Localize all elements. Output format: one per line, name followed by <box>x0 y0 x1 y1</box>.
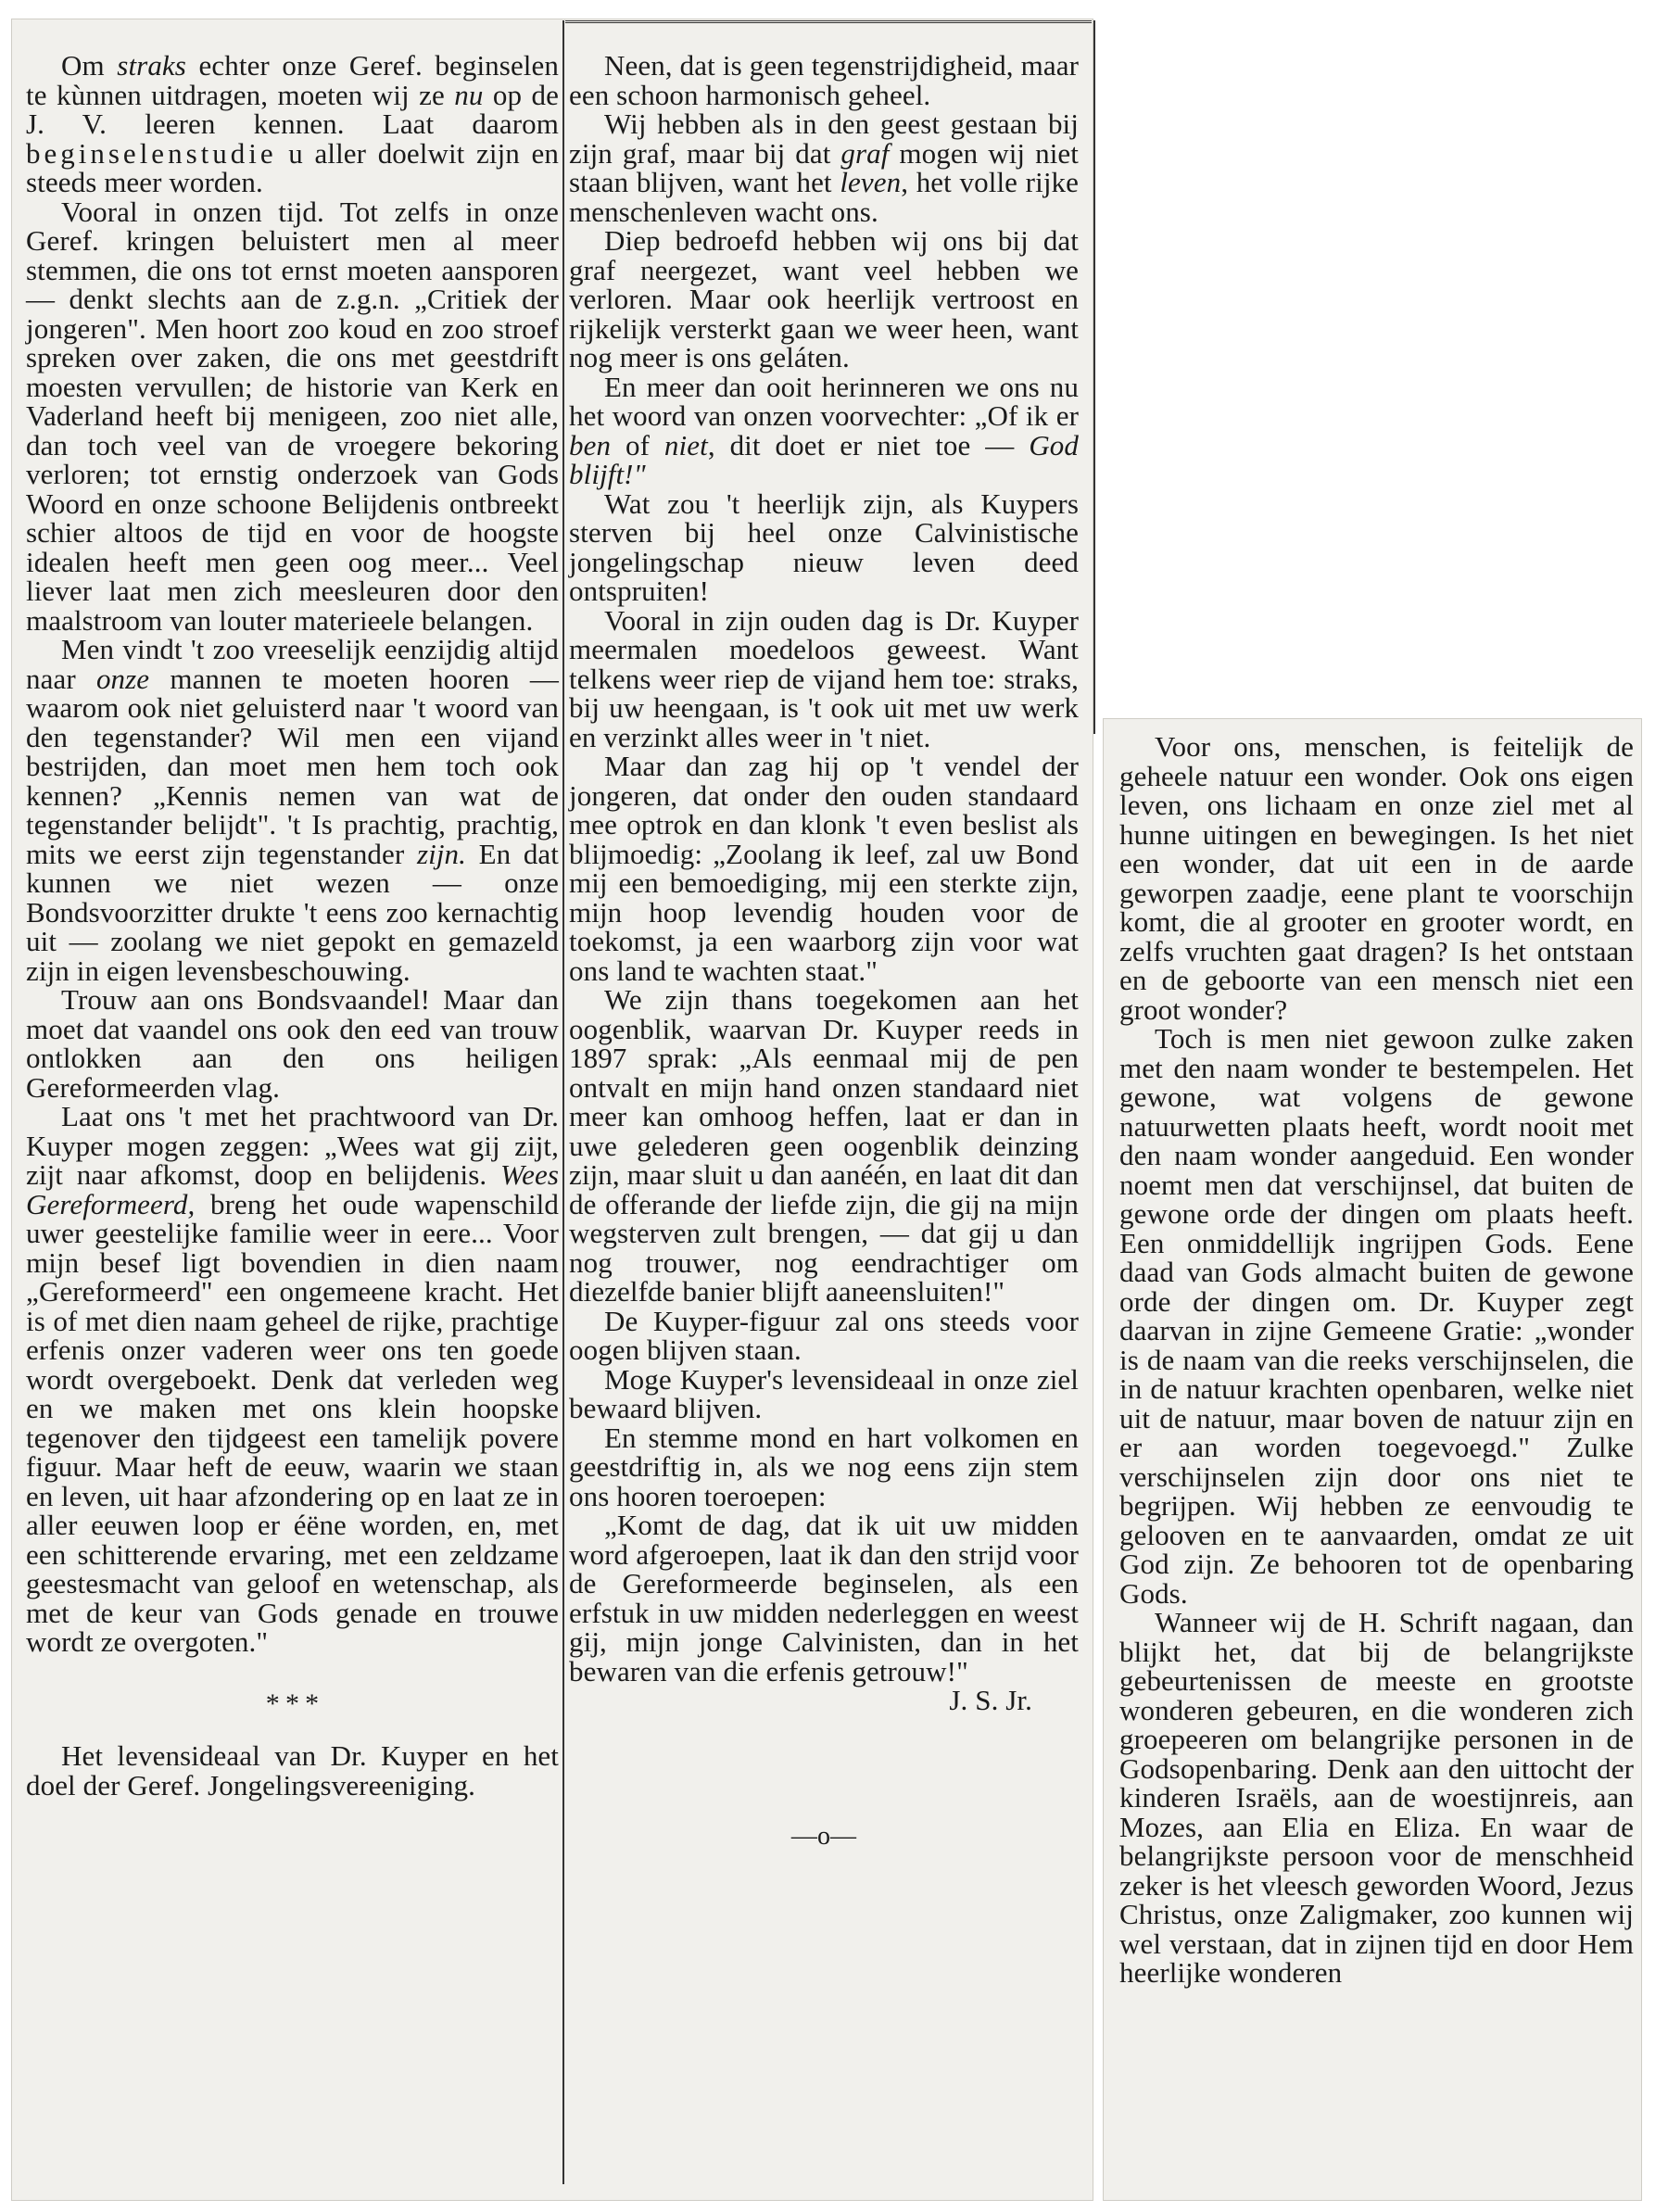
section-separator: * * * <box>265 1687 320 1719</box>
paragraph: Laat ons 't met het prachtwoord van Dr. Kuyper mogen zeggen: „Wees wat gij zijt, zijt naar afkomst, doop en belijdenis. Wees Gereformeerd, breng het oude wapenschild uwer geestelijke familie weer in eere... Voor mijn besef ligt bovendien in dien naam „Gereformeerd" een ongemeene kracht. Het is of met dien naam geheel de rijke, prachtige erfenis onzer vaderen weer ons ten goede wordt overgeboekt. Denk dat verleden weg en we maken met ons klein hoopske tegenover den tijdgeest een tamelijk povere figuur. Maar heft de eeuw, waarin we staan en leven, uit haar afzondering op en laat ze in aller eeuwen loop er éëne worden, en, met een schitterende ervaring, met een zeldzame geestesmacht van geloof en wetenschap, als met de keur van Gods genade en trouwe wordt ze overgoten." <box>26 1100 559 1658</box>
paragraph: We zijn thans toegekomen aan het oogenblik, waarvan Dr. Kuyper reeds in 1897 sprak: „Als eenmaal mij de pen ontvalt en mijn hand onzen standaard niet meer kan omhoog heffen, laat er dan in uwe gelederen geen oogenblik deinzing zijn, maar sluit u dan aanéén, en laat dit dan de offerande der liefde zijn, die gij na mijn wegsterven zult brengen, — dat gij u dan nog trouwer, nog eendrachtiger om diezelfde banier blijft aaneensluiten!" <box>569 983 1079 1308</box>
paragraph: Om straks echter onze Geref. beginselen te kùnnen uitdragen, moeten wij ze nu op de J. V. leeren kennen. Laat daarom beginselenstudie u aller doelwit zijn en steeds meer worden. <box>26 49 559 198</box>
paragraph: Moge Kuyper's levensideaal in onze ziel bewaard blijven. <box>569 1362 1079 1424</box>
paragraph: Men vindt 't zoo vreeselijk eenzijdig altijd naar onze mannen te moeten hooren — waarom ook niet geluisterd naar 't woord van den tegenstander? Wil men een vijand bestrijden, dan moet men hem toch ook kennen? „Kennis nemen van wat de tegenstander belijdt". 't Is prachtig, prachtig, mits we eerst zijn tegenstander zijn. En dat kunnen we niet wezen — onze Bondsvoorzitter drukte 't eens zoo kernachtig uit — zoolang we niet gepokt en gemazeld zijn in eigen levensbeschouwing. <box>26 633 560 987</box>
paragraph: Wanneer wij de H. Schrift nagaan, dan blijkt het, dat bij de belangrijkste gebeurtenissen de meeste en grootste wonderen gebeuren, en die wonderen zich groepeeren om belangrijke personen in de Godsopenbaring. Denk aan den uittocht der kinderen Israëls, aan de woestijnreis, aan Mozes, aan Elia en Eliza. En waar de belangrijkste persoon voor de menschheid zeker is het vleesch geworden Woord, Jezus Christus, onze Zaligmaker, zoo kunnen wij wel verstaan, dat in zijnen tijd en door Hem heerlijke wonderen <box>1119 1606 1634 1989</box>
column-1 <box>26 51 559 1800</box>
paragraph: „Komt de dag, dat ik uit uw midden word afgeroepen, laat ik dan den strijd voor de Gereformeerde beginselen, als een erfstuk in uw midden nederleggen en weest gij, mijn jonge Calvinisten, dan in het bewaren van die erfenis getrouw!" <box>569 1509 1079 1687</box>
column-rule <box>562 20 564 2184</box>
paragraph: De Kuyper-figuur zal ons steeds voor oogen blijven staan. <box>569 1304 1079 1366</box>
paragraph: Diep bedroefd hebben wij ons bij dat graf neergezet, want veel hebben we verloren. Maar ook heerlijk vertroost en rijkelijk versterkt gaan we weer heen, want nog meer is ons geláten. <box>569 224 1079 373</box>
article-divider: —o— <box>790 1821 857 1851</box>
paragraph: Vooral in zijn ouden dag is Dr. Kuyper meermalen moedeloos geweest. Want telkens weer riep de vijand hem toe: straks, bij uw heengaan, is 't ook uit met uw werk en verzinkt alles weer in 't niet. <box>569 603 1079 753</box>
column-3 <box>1119 732 1634 1988</box>
paragraph: Wat zou 't heerlijk zijn, als Kuypers sterven bij heel onze Calvinistische jongelingschap nieuw leven deed ontspruiten! <box>569 487 1079 607</box>
paragraph: En stemme mond en hart volkomen en geestdriftig in, als we nog eens zijn stem ons hooren toeroepen: <box>569 1421 1079 1512</box>
paragraph: Voor ons, menschen, is feitelijk de geheele natuur een wonder. Ook ons eigen leven, ons lichaam en onze ziel met al hunne uitingen en bewegingen. Is het niet een wonder, dat uit een in de aarde geworpen zaadje, eene plant te voorschijn komt, die al grooter en grooter wordt, en zelfs vruchten gaat dragen? Is het ontstaan en de geboorte van een mensch niet een groot wonder? <box>1119 730 1634 1026</box>
paragraph: Toch is men niet gewoon zulke zaken met den naam wonder te bestempelen. Het gewone, wat volgens de gewone natuurwetten plaats heeft, wordt nooit met den naam wonder aangeduid. Een wonder noemt men dat verschijnsel, dat buiten de gewone orde der dingen om plaats heeft. Een onmiddellijk ingrijpen Gods. Eene daad van Gods almacht buiten de gewone orde der dingen om. Dr. Kuyper zegt daarvan in zijne Gemeene Gratie: „wonder is de naam van die reeks verschijnselen, die in de natuur krachten openbaren, welke niet uit de natuur, maar boven de natuur zijn en er aan worden toegevoegd." Zulke verschijnselen zijn door ons niet te begrijpen. Wij hebben ze eenvoudig te gelooven en te aanvaarden, omdat ze uit God zijn. Ze behooren tot de openbaring Gods. <box>1119 1022 1634 1610</box>
next-article-title: Het levensideaal van Dr. Kuyper en het doel der Geref. Jongelingsvereeniging. <box>26 1739 559 1801</box>
paragraph: Wij hebben als in den geest gestaan bij zijn graf, maar bij dat graf mogen wij niet staan blijven, want het leven, het volle rijke menschenleven wacht ons. <box>569 107 1079 228</box>
top-double-rule <box>565 20 1092 23</box>
paragraph: Trouw aan ons Bondsvaandel! Maar dan moet dat vaandel ons ook den eed van trouw ontlokken aan den ons heiligen Gereformeerden vlag. <box>26 983 559 1104</box>
column-rule <box>1093 20 1095 734</box>
paragraph: Vooral in onzen tijd. Tot zelfs in onze Geref. kringen beluistert men al meer stemmen, die ons tot ernst moeten aansporen — denkt slechts aan de z.g.n. „Critiek der jongeren". Men hoort zoo koud en zoo stroef spreken over zaken, die ons met geestdrift moesten vervullen; de historie van Kerk en Vaderland heeft bij menigeen, zoo niet alle, dan toch veel van de vroegere bekoring verloren; tot ernstig onderzoek van Gods Woord en onze schoone Belijdenis ontbreekt schier altoos de tijd en voor de hoogste idealen heeft men geen oog meer... Veel liever laat men zich meesleuren door den maalstroom van louter materieele belangen. <box>26 195 559 637</box>
paragraph: Neen, dat is geen tegenstrijdigheid, maar een schoon harmonisch geheel. <box>569 49 1079 111</box>
paragraph: En meer dan ooit herinneren we ons nu het woord van onzen voorvechter: „Of ik er ben of niet, dit doet er niet toe — God blijft!" <box>569 370 1079 490</box>
column-2 <box>569 51 1079 1851</box>
author-signature: J. S. Jr. <box>949 1684 1032 1716</box>
paragraph: Maar dan zag hij op 't vendel der jongeren, dat onder den ouden standaard mee optrok en dan klonk 't even beslist als blijmoedig: „Zoolang ik leef, zal uw Bond mij een bemoediging, mij een sterkte zijn, mijn hoop levendig houden voor de toekomst, ja een waarborg zijn voor wat ons land te wachten staat." <box>569 750 1079 987</box>
